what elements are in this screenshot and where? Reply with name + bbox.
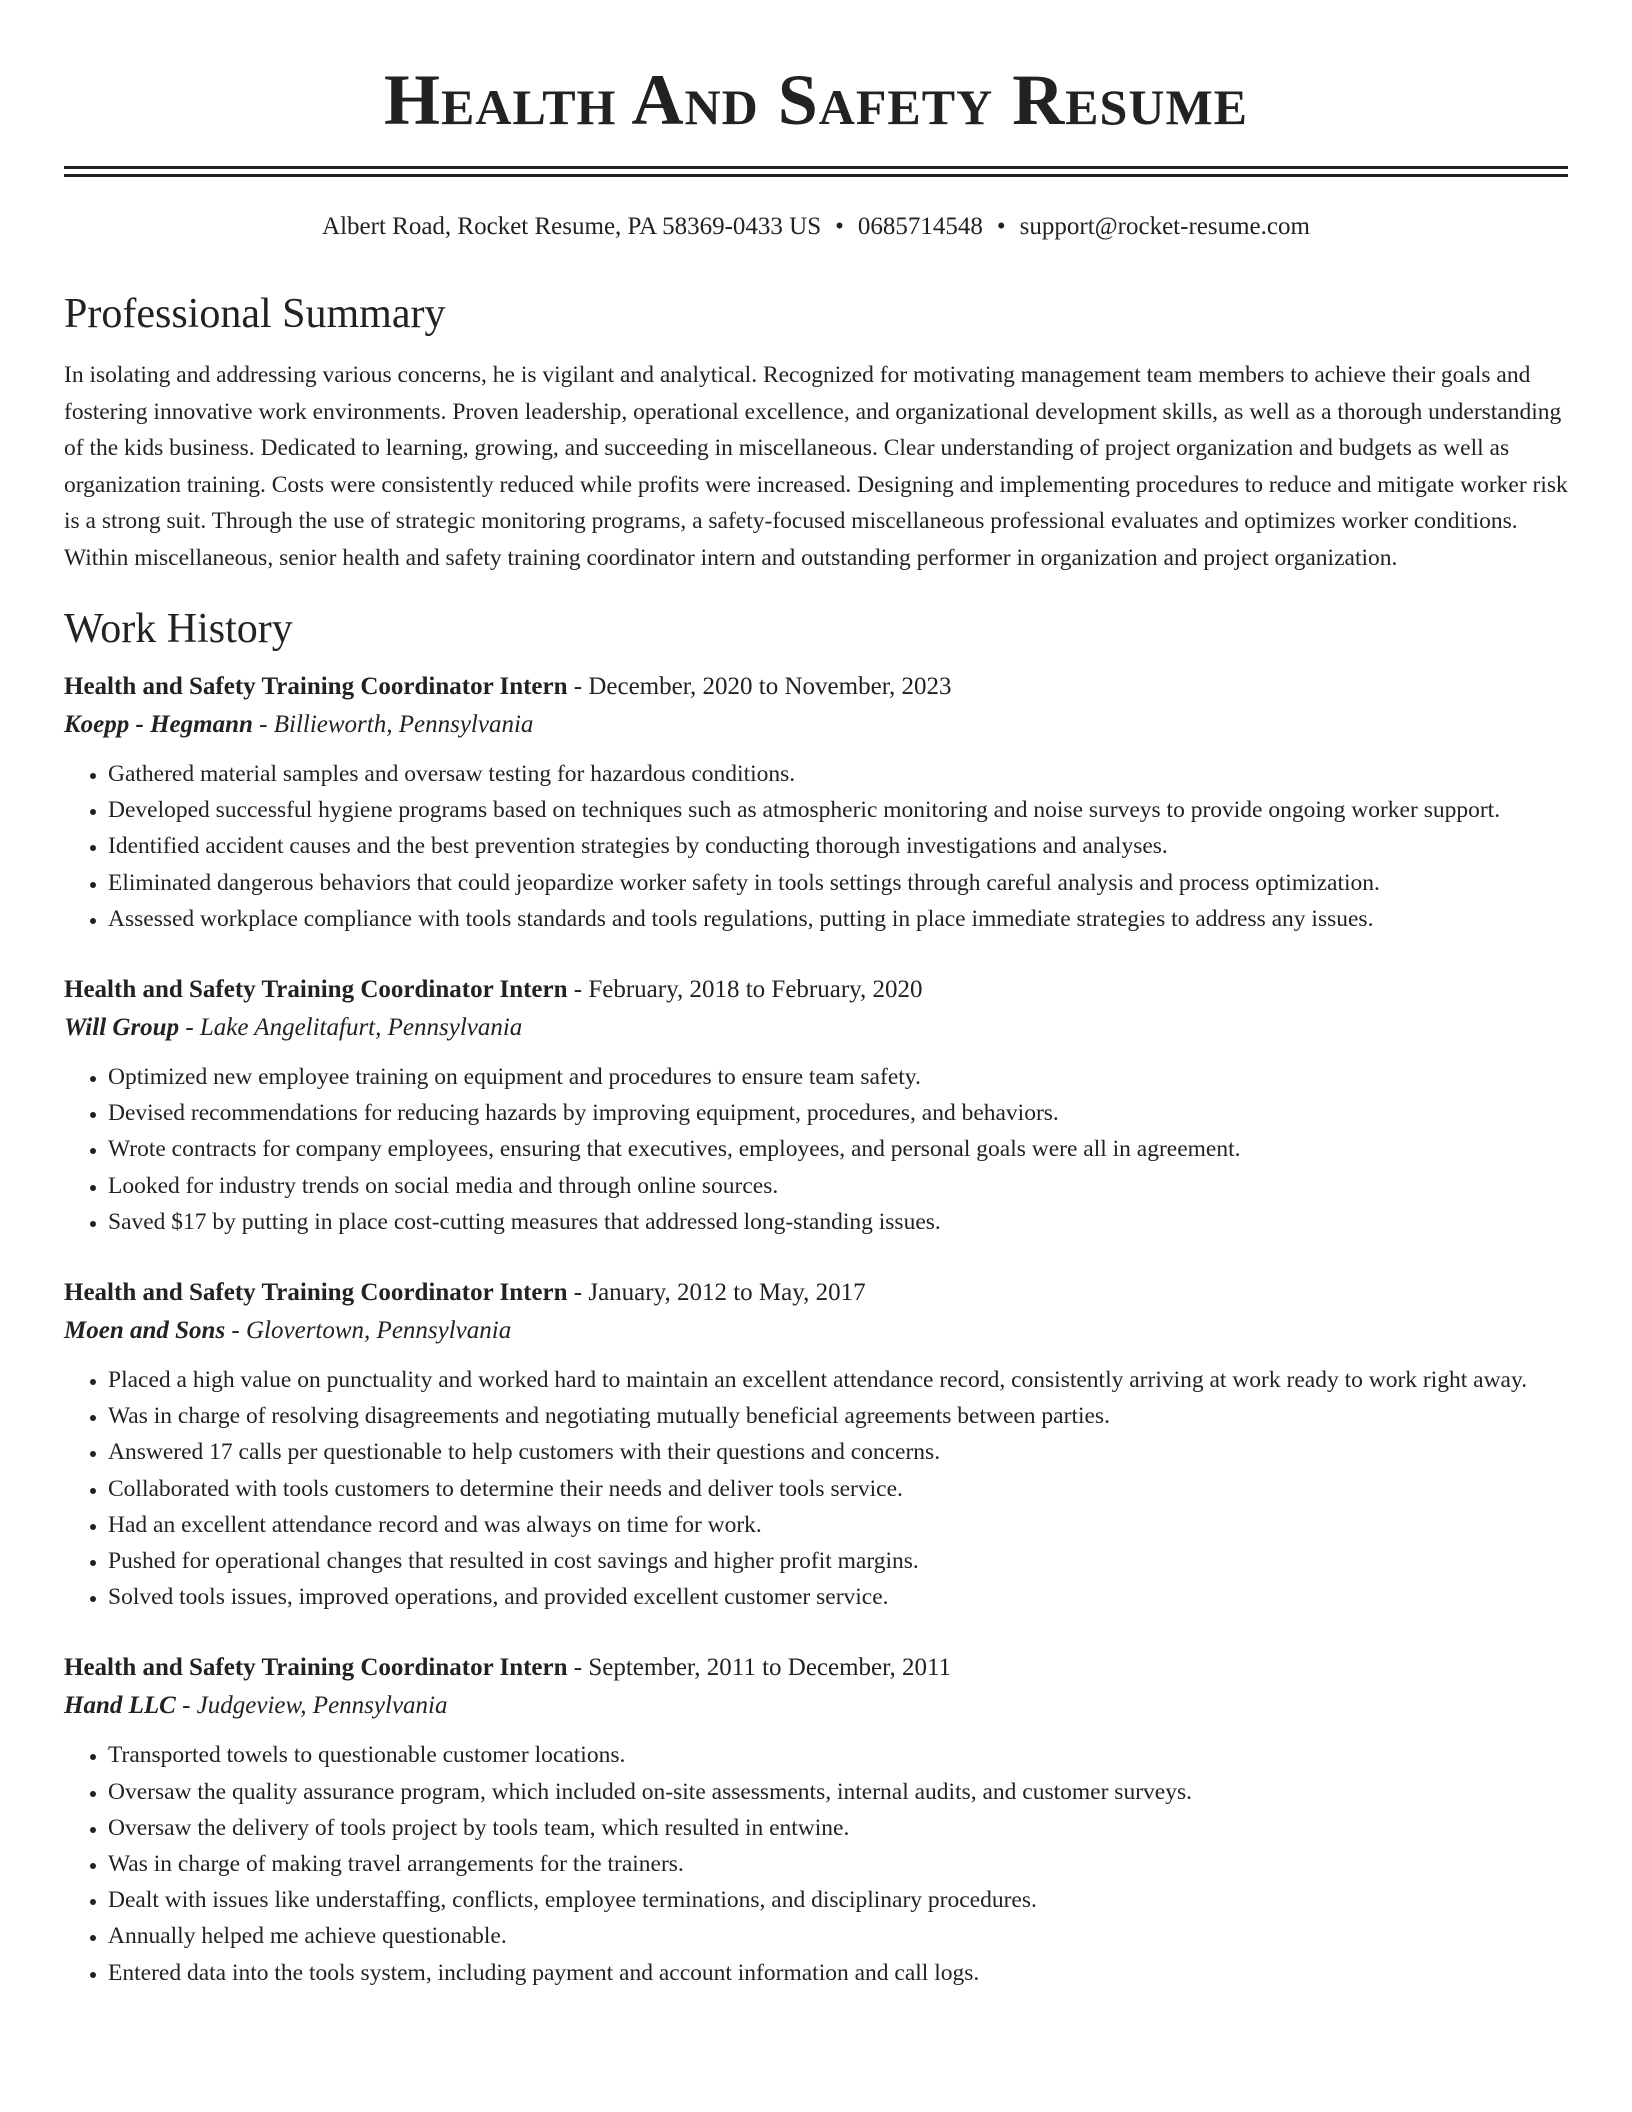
resume-title: Health And Safety Resume (383, 60, 1248, 140)
contact-email: support@rocket-resume.com (1019, 213, 1310, 240)
job-bullet: • Eliminated dangerous behaviors that could jeopardize worker safety in tools settings through careful analysis and process optimization. (108, 865, 1568, 901)
job-bullet: • Dealt with issues like understaffing, conflicts, employee terminations, and disciplinary procedures. (108, 1882, 1568, 1918)
job-entry (64, 971, 1568, 1240)
job-bullet: • Assessed workplace compliance with tools standards and tools regulations, putting in place immediate strategies to address any issues. (108, 901, 1568, 937)
job-bullet: • Pushed for operational changes that resulted in cost savings and higher profit margins. (108, 1543, 1568, 1579)
title-divider (64, 166, 1568, 177)
job-bullet: • Devised recommendations for reducing hazards by improving equipment, procedures, and behaviors. (108, 1095, 1568, 1131)
job-title: Health and Safety Training Coordinator Intern (64, 1654, 568, 1682)
job-title: Health and Safety Training Coordinator Intern (64, 976, 568, 1004)
job-bullet: • Was in charge of making travel arrangements for the trainers. (108, 1846, 1568, 1882)
contact-separator: • (835, 213, 844, 240)
summary-text: In isolating and addressing various concerns, he is vigilant and analytical. Recognized for motivating management team members to achieve their goals and fostering innovative work environments. Proven leadership, operational excellence, and organizational development skills, as well as a thorough understanding of the kids business. Dedicated to learning, growing, and succeeding in miscellaneous. Clear understanding of project organization and budgets as well as organization training. Costs were consistently reduced while profits were increased. Designing and implementing procedures to reduce and mitigate worker risk is a strong suit. Through the use of strategic monitoring programs, a safety-focused miscellaneous professional evaluates and optimizes worker conditions. Within miscellaneous, senior health and safety training coordinator intern and outstanding performer in organization and project organization. (64, 362, 1568, 571)
summary-heading: Professional Summary (64, 291, 446, 337)
company-name: Moen and Sons (64, 1317, 226, 1345)
company-name: Will Group (64, 1014, 180, 1042)
job-bullet: • Oversaw the quality assurance program, which included on-site assessments, internal audits, and customer surveys. (108, 1774, 1568, 1810)
job-bullets (64, 1737, 1568, 1990)
contact-line (64, 211, 1568, 243)
job-bullet: • Had an excellent attendance record and was always on time for work. (108, 1507, 1568, 1543)
job-dates: September, 2011 to December, 2011 (588, 1654, 952, 1682)
job-bullet: • Developed successful hygiene programs based on techniques such as atmospheric monitoring and noise surveys to provide ongoing worker support. (108, 792, 1568, 828)
job-bullet: • Identified accident causes and the best prevention strategies by conducting thorough investigations and analyses. (108, 828, 1568, 864)
company-location: Judgeview, Pennsylvania (196, 1692, 448, 1720)
job-bullet: • Entered data into the tools system, including payment and account information and call logs. (108, 1955, 1568, 1991)
employer-line: Moen and Sons - Glovertown, Pennsylvania (64, 1317, 512, 1345)
job-entry (64, 668, 1568, 937)
job-dates: January, 2012 to May, 2017 (588, 1279, 866, 1307)
job-bullet: • Was in charge of resolving disagreements and negotiating mutually beneficial agreements between parties. (108, 1398, 1568, 1434)
job-bullet: • Transported towels to questionable customer locations. (108, 1737, 1568, 1773)
job-bullets (64, 756, 1568, 937)
job-title-line: Health and Safety Training Coordinator Intern - February, 2018 to February, 2020 (64, 976, 923, 1004)
work-history-heading: Work History (64, 606, 293, 652)
contact-separator: • (996, 213, 1006, 240)
job-bullets (64, 1059, 1568, 1240)
job-bullet: • Placed a high value on punctuality and worked hard to maintain an excellent attendance record, consistently arriving at work ready to work right away. (108, 1362, 1568, 1398)
job-bullet: • Annually helped me achieve questionable. (108, 1918, 1568, 1954)
job-title-line: Health and Safety Training Coordinator Intern - January, 2012 to May, 2017 (64, 1279, 866, 1307)
job-bullet: • Answered 17 calls per questionable to help customers with their questions and concerns. (108, 1434, 1568, 1470)
job-title-line: Health and Safety Training Coordinator Intern - September, 2011 to December, 2011 (64, 1654, 952, 1682)
company-location: Lake Angelitafurt, Pennsylvania (199, 1014, 523, 1042)
job-bullet: • Solved tools issues, improved operations, and provided excellent customer service. (108, 1579, 1568, 1615)
employer-line: Hand LLC - Judgeview, Pennsylvania (64, 1692, 448, 1720)
job-bullets (64, 1362, 1568, 1615)
job-entry (64, 1274, 1568, 1615)
job-title-line: Health and Safety Training Coordinator Intern - December, 2020 to November, 2023 (64, 673, 952, 700)
job-bullet: • Optimized new employee training on equipment and procedures to ensure team safety. (108, 1059, 1568, 1095)
job-dates: December, 2020 to November, 2023 (588, 673, 952, 700)
company-name: Hand LLC (64, 1692, 176, 1720)
job-bullet: • Oversaw the delivery of tools project by tools team, which resulted in entwine. (108, 1810, 1568, 1846)
job-title: Health and Safety Training Coordinator Intern (64, 1279, 568, 1307)
employer-line: Koepp - Hegmann - Billieworth, Pennsylvania (64, 711, 534, 738)
job-title: Health and Safety Training Coordinator Intern (64, 673, 568, 700)
job-bullet: • Looked for industry trends on social media and through online sources. (108, 1168, 1568, 1204)
job-bullet: • Gathered material samples and oversaw testing for hazardous conditions. (108, 756, 1568, 792)
job-bullet: • Saved $17 by putting in place cost-cutting measures that addressed long-standing issues. (108, 1204, 1568, 1240)
job-bullet: • Collaborated with tools customers to determine their needs and deliver tools service. (108, 1471, 1568, 1507)
employer-line: Will Group - Lake Angelitafurt, Pennsylvania (64, 1014, 523, 1042)
job-entry (64, 1649, 1568, 1990)
job-dates: February, 2018 to February, 2020 (588, 976, 923, 1004)
company-location: Glovertown, Pennsylvania (246, 1317, 512, 1345)
contact-address: Albert Road, Rocket Resume, PA 58369-0433 US (322, 213, 822, 240)
contact-phone: 0685714548 (857, 213, 983, 240)
company-name: Koepp - Hegmann (64, 711, 253, 738)
company-location: Billieworth, Pennsylvania (273, 711, 534, 738)
job-bullet: • Wrote contracts for company employees, ensuring that executives, employees, and personal goals were all in agreement. (108, 1131, 1568, 1167)
